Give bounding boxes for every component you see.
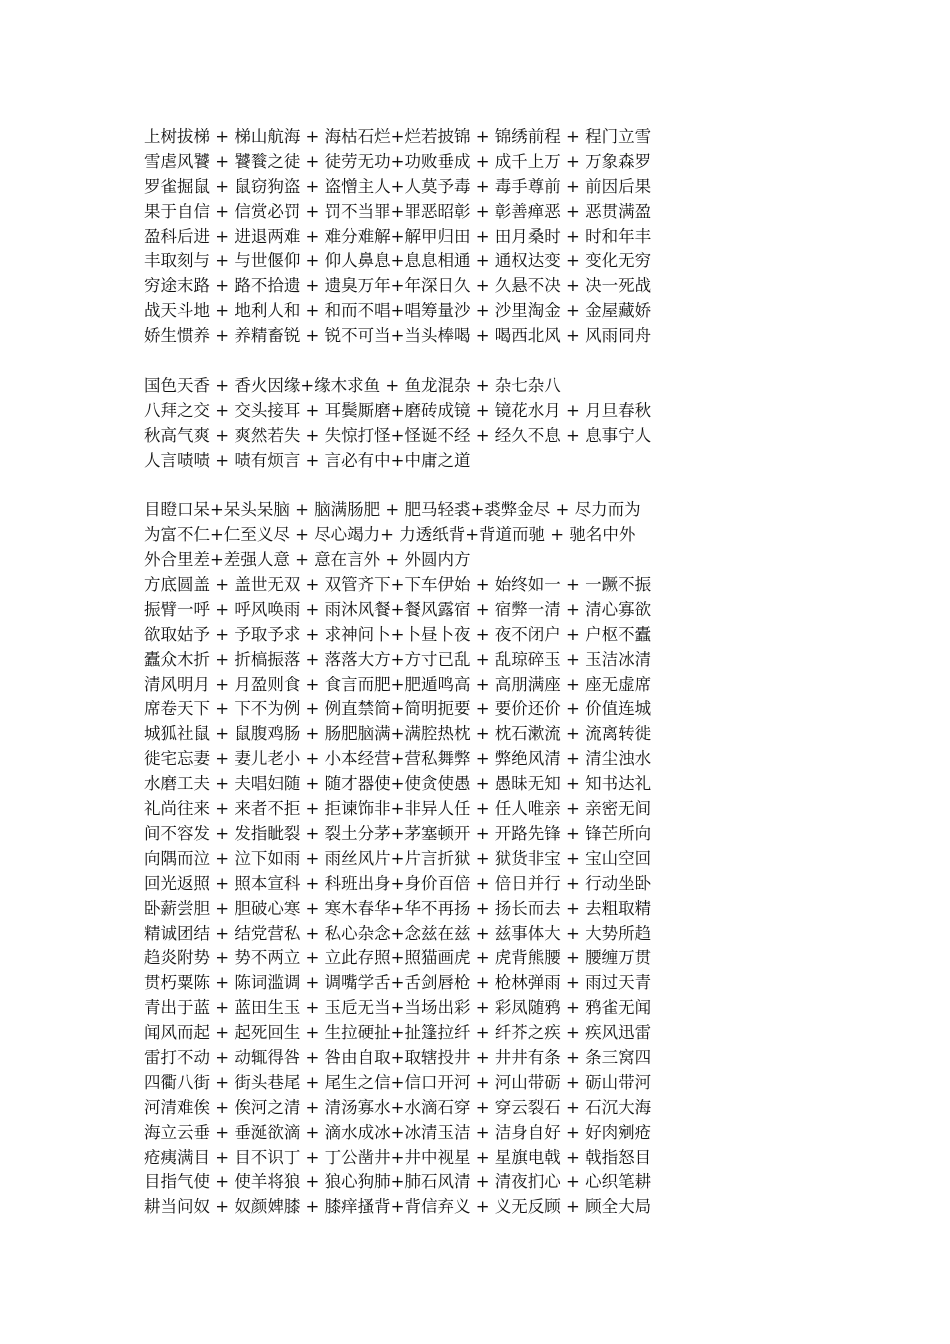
text-line: 间不容发 + 发指眦裂 + 裂土分茅+茅塞顿开 + 开路先锋 + 锋芒所向: [144, 823, 652, 843]
text-line: 穷途末路 + 路不拾遗 + 遗臭万年+年深日久 + 久悬不决 + 决一死战: [144, 276, 652, 296]
text-line: 雪虐风饕 + 饕餮之徒 + 徒劳无功+功败垂成 + 成千上万 + 万象森罗: [144, 151, 652, 171]
text-line: 四衢八街 + 街头巷尾 + 尾生之信+信口开河 + 河山带砺 + 砺山带河: [144, 1072, 652, 1092]
text-line: 目瞪口呆+呆头呆脑 + 脑满肠肥 + 肥马轻裘+裘弊金尽 + 尽力而为: [144, 500, 641, 520]
text-line: 娇生惯养 + 养精畜锐 + 锐不可当+当头棒喝 + 喝西北风 + 风雨同舟: [144, 326, 652, 346]
text-line: 回光返照 + 照本宣科 + 科班出身+身价百倍 + 倍日并行 + 行动坐卧: [144, 873, 652, 893]
text-line: 罗雀掘鼠 + 鼠窃狗盗 + 盗憎主人+人莫予毒 + 毒手尊前 + 前因后果: [144, 176, 652, 196]
text-line: 海立云垂 + 垂涎欲滴 + 滴水成冰+冰清玉洁 + 洁身自好 + 好肉剜疮: [144, 1122, 652, 1142]
paragraph-2: [144, 374, 824, 474]
text-line: 八拜之交 + 交头接耳 + 耳鬓厮磨+磨砖成镜 + 镜花水月 + 月旦春秋: [144, 400, 652, 420]
paragraph-1: [144, 125, 824, 349]
text-line: 耕当问奴 + 奴颜婢膝 + 膝痒搔背+背信弃义 + 义无反顾 + 顾全大局: [144, 1197, 652, 1217]
text-line: 河清难俟 + 俟河之清 + 清汤寡水+水滴石穿 + 穿云裂石 + 石沉大海: [144, 1097, 652, 1117]
text-line: 为富不仁+仁至义尽 + 尽心竭力+ 力透纸背+背道而驰 + 驰名中外: [144, 525, 636, 545]
text-line: 果于自信 + 信赏必罚 + 罚不当罪+罪恶昭彰 + 彰善瘅恶 + 恶贯满盈: [144, 201, 652, 221]
text-line: 振臂一呼 + 呼风唤雨 + 雨沐风餐+餐风露宿 + 宿弊一清 + 清心寡欲: [144, 599, 652, 619]
text-line: 雷打不动 + 动辄得咎 + 咎由自取+取辖投井 + 井井有条 + 条三窝四: [144, 1047, 652, 1067]
paragraph-gap: [144, 473, 824, 498]
document-body: [144, 125, 824, 1220]
text-line: 蠹众木折 + 折槁振落 + 落落大方+方寸已乱 + 乱琼碎玉 + 玉洁冰清: [144, 649, 652, 669]
text-line: 疮痍满目 + 目不识丁 + 丁公凿井+井中视星 + 星旗电戟 + 戟指怒目: [144, 1147, 652, 1167]
text-line: 向隅而泣 + 泣下如雨 + 雨丝风片+片言折狱 + 狱货非宝 + 宝山空回: [144, 848, 652, 868]
text-line: 席卷天下 + 下不为例 + 例直禁简+简明扼要 + 要价还价 + 价值连城: [144, 699, 652, 719]
text-line: 城狐社鼠 + 鼠腹鸡肠 + 肠肥脑满+满腔热枕 + 枕石漱流 + 流离转徙: [144, 724, 652, 744]
text-line: 徙宅忘妻 + 妻儿老小 + 小本经营+营私舞弊 + 弊绝风清 + 清尘浊水: [144, 749, 652, 769]
text-line: 人言啧啧 + 啧有烦言 + 言必有中+中庸之道: [144, 450, 471, 470]
text-line: 青出于蓝 + 蓝田生玉 + 玉卮无当+当场出彩 + 彩凤随鸦 + 鸦雀无闻: [144, 998, 652, 1018]
text-line: 国色天香 + 香火因缘+缘木求鱼 + 鱼龙混杂 + 杂七杂八: [144, 375, 561, 395]
text-line: 秋高气爽 + 爽然若失 + 失惊打怪+怪诞不经 + 经久不息 + 息事宁人: [144, 425, 652, 445]
text-line: 贯朽粟陈 + 陈词滥调 + 调嘴学舌+舌剑唇枪 + 枪林弹雨 + 雨过天青: [144, 973, 652, 993]
text-line: 盈科后进 + 进退两难 + 难分难解+解甲归田 + 田月桑时 + 时和年丰: [144, 226, 652, 246]
text-line: 卧薪尝胆 + 胆破心寒 + 寒木春华+华不再扬 + 扬长而去 + 去粗取精: [144, 898, 652, 918]
text-line: 目指气使 + 使羊将狼 + 狼心狗肺+肺石风清 + 清夜扪心 + 心织笔耕: [144, 1172, 652, 1192]
text-line: 方底圆盖 + 盖世无双 + 双管齐下+下车伊始 + 始终如一 + 一蹶不振: [144, 575, 652, 595]
text-line: 礼尚往来 + 来者不拒 + 拒谏饰非+非异人任 + 任人唯亲 + 亲密无间: [144, 799, 652, 819]
text-line: 水磨工夫 + 夫唱妇随 + 随才器使+使贪使愚 + 愚昧无知 + 知书达礼: [144, 774, 652, 794]
text-line: 欲取姑予 + 予取予求 + 求神问卜+卜昼卜夜 + 夜不闭户 + 户枢不蠹: [144, 624, 652, 644]
text-line: 外合里差+差强人意 + 意在言外 + 外圆内方: [144, 550, 471, 570]
text-line: 丰取刻与 + 与世偃仰 + 仰人鼻息+息息相通 + 通权达变 + 变化无穷: [144, 251, 652, 271]
paragraph-gap: [144, 349, 824, 374]
paragraph-3: [144, 498, 824, 1220]
text-line: 闻风而起 + 起死回生 + 生拉硬扯+扯篷拉纤 + 纤芥之疾 + 疾风迅雷: [144, 1023, 652, 1043]
text-line: 战天斗地 + 地利人和 + 和而不唱+唱筹量沙 + 沙里淘金 + 金屋藏娇: [144, 301, 652, 321]
text-line: 上树拔梯 + 梯山航海 + 海枯石烂+烂若披锦 + 锦绣前程 + 程门立雪: [144, 127, 652, 146]
text-line: 精诚团结 + 结党营私 + 私心杂念+念兹在兹 + 兹事体大 + 大势所趋: [144, 923, 652, 943]
text-line: 清风明月 + 月盈则食 + 食言而肥+肥遁鸣高 + 高朋满座 + 座无虚席: [144, 674, 652, 694]
text-line: 趋炎附势 + 势不两立 + 立此存照+照猫画虎 + 虎背熊腰 + 腰缠万贯: [144, 948, 652, 968]
